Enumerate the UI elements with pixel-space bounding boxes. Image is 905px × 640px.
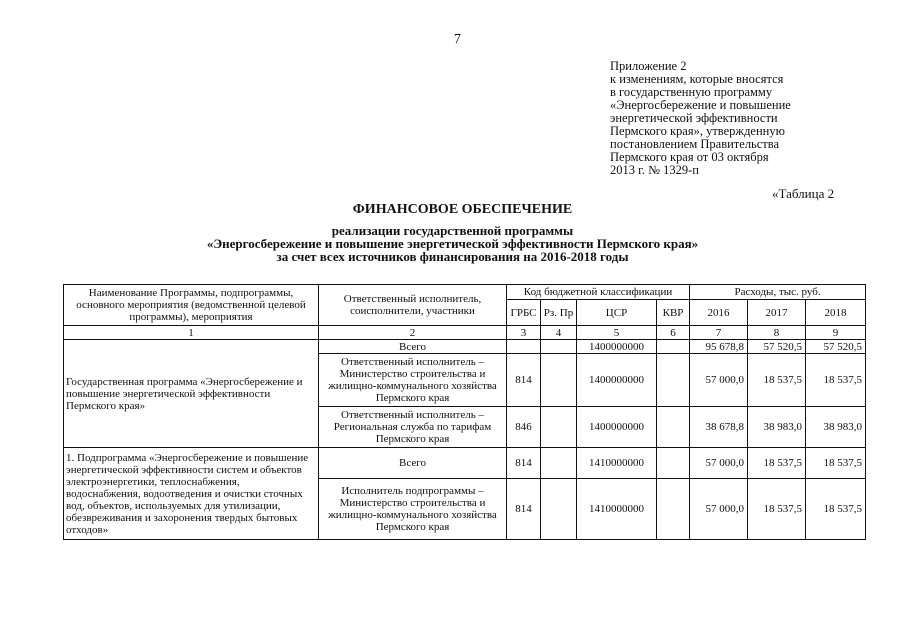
appendix-note (610, 60, 870, 177)
page-number: 7 (454, 32, 461, 47)
header-kvr: КВР (657, 300, 690, 326)
financing-table (63, 284, 866, 540)
appendix-line: Пермского края от 03 октября (610, 150, 769, 164)
kvr-cell (657, 354, 690, 407)
column-number: 9 (806, 326, 866, 340)
header-2016: 2016 (690, 300, 748, 326)
executor-cell: Ответственный исполнитель – Региональная служба по тарифам Пермского края (319, 407, 507, 448)
rz-pr-cell (541, 354, 577, 407)
header-rz-pr: Рз. Пр (541, 300, 577, 326)
header-expenses: Расходы, тыс. руб. (690, 285, 866, 300)
value-2017: 18 537,5 (748, 479, 806, 540)
value-2017: 57 520,5 (748, 340, 806, 354)
header-budget-code: Код бюджетной классификации (507, 285, 690, 300)
table-row (64, 448, 866, 479)
value-2018: 38 983,0 (806, 407, 866, 448)
column-number: 2 (319, 326, 507, 340)
executor-cell: Всего (319, 340, 507, 354)
document-title: ФИНАНСОВОЕ ОБЕСПЕЧЕНИЕ (352, 202, 573, 217)
column-number: 1 (64, 326, 319, 340)
value-2016: 57 000,0 (690, 479, 748, 540)
column-number: 8 (748, 326, 806, 340)
csr-cell: 1410000000 (577, 448, 657, 479)
header-2018: 2018 (806, 300, 866, 326)
grbs-cell (507, 340, 541, 354)
grbs-cell: 814 (507, 448, 541, 479)
csr-cell: 1410000000 (577, 479, 657, 540)
value-2016: 38 678,8 (690, 407, 748, 448)
header-2017: 2017 (748, 300, 806, 326)
appendix-line: Пермского края», утвержденную (610, 124, 785, 138)
csr-cell: 1400000000 (577, 340, 657, 354)
appendix-line: «Энергосбережение и повышение (610, 98, 791, 112)
csr-cell: 1400000000 (577, 407, 657, 448)
table-row (64, 340, 866, 354)
header-csr: ЦСР (577, 300, 657, 326)
document-subtitle: реализации государственной программы (331, 223, 574, 238)
appendix-line: в государственную программу (610, 85, 773, 99)
grbs-cell: 814 (507, 354, 541, 407)
appendix-line: 2013 г. № 1329-п (610, 163, 699, 177)
value-2017: 38 983,0 (748, 407, 806, 448)
rz-pr-cell (541, 407, 577, 448)
column-number: 4 (541, 326, 577, 340)
subprogram-name: 1. Подпрограмма «Энергосбережение и повышение энергетической эффективности систем и объектов электроэнергетики, теплоснабжения, водоснабжения, водоотведения и очистки сточных вод, объектов, используемых для утилизации, обезвреживания и захоронения твердых бытовых отходов» (64, 448, 319, 540)
grbs-cell: 846 (507, 407, 541, 448)
program-title: «Энергосбережение и повышение энергетической эффективности Пермского края» (206, 236, 699, 251)
appendix-line: энергетической эффективности (610, 111, 778, 125)
table-reference: «Таблица 2 (772, 186, 835, 201)
rz-pr-cell (541, 479, 577, 540)
kvr-cell (657, 448, 690, 479)
value-2017: 18 537,5 (748, 354, 806, 407)
value-2018: 18 537,5 (806, 479, 866, 540)
value-2018: 18 537,5 (806, 448, 866, 479)
appendix-line: Приложение 2 (610, 59, 687, 73)
funding-period: за счет всех источников финансирования на 2016-2018 годы (276, 249, 629, 264)
value-2018: 18 537,5 (806, 354, 866, 407)
rz-pr-cell (541, 340, 577, 354)
value-2016: 57 000,0 (690, 448, 748, 479)
column-number: 3 (507, 326, 541, 340)
header-executor: Ответственный исполнитель, соисполнители, участники (319, 285, 507, 326)
kvr-cell (657, 340, 690, 354)
csr-cell: 1400000000 (577, 354, 657, 407)
value-2016: 95 678,8 (690, 340, 748, 354)
column-number: 7 (690, 326, 748, 340)
value-2016: 57 000,0 (690, 354, 748, 407)
header-grbs: ГРБС (507, 300, 541, 326)
column-number: 5 (577, 326, 657, 340)
value-2018: 57 520,5 (806, 340, 866, 354)
grbs-cell: 814 (507, 479, 541, 540)
executor-cell: Всего (319, 448, 507, 479)
kvr-cell (657, 407, 690, 448)
header-name: Наименование Программы, подпрограммы, основного мероприятия (ведомственной целевой программы), мероприятия (64, 285, 319, 326)
appendix-line: к изменениям, которые вносятся (610, 72, 784, 86)
appendix-line: постановлением Правительства (610, 137, 780, 151)
program-name: Государственная программа «Энергосбережение и повышение энергетической эффективности Пермского края» (64, 340, 319, 448)
value-2017: 18 537,5 (748, 448, 806, 479)
kvr-cell (657, 479, 690, 540)
executor-cell: Ответственный исполнитель – Министерство строительства и жилищно-коммунального хозяйства Пермского края (319, 354, 507, 407)
rz-pr-cell (541, 448, 577, 479)
executor-cell: Исполнитель подпрограммы – Министерство строительства и жилищно-коммунального хозяйства Пермского края (319, 479, 507, 540)
column-number: 6 (657, 326, 690, 340)
